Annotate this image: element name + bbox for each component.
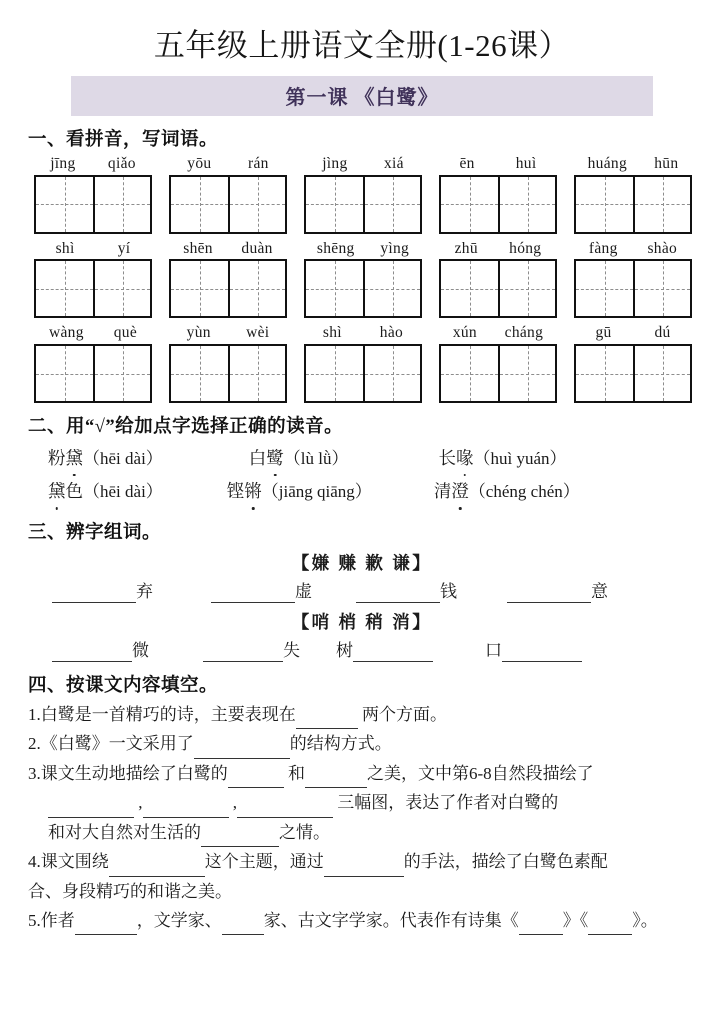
question-text: 的结构方式。: [289, 734, 392, 754]
tianzige-writing-box[interactable]: [34, 259, 152, 318]
pinyin-syllable: yùn: [186, 324, 211, 342]
pinyin-word-group: [169, 324, 287, 403]
tianzige-writing-box[interactable]: [574, 344, 692, 403]
given-character: 弃: [136, 581, 153, 601]
pinyin-grid-row: [26, 240, 698, 319]
word-blank-item[interactable]: [211, 577, 312, 603]
tianzige-cell[interactable]: [228, 346, 285, 401]
question-line: [28, 701, 698, 730]
lesson-banner: 第一课 《白鹭》: [71, 76, 653, 116]
answer-blank[interactable]: [353, 641, 433, 662]
character-set-label: 【哨 梢 稍 消】: [291, 611, 433, 632]
tianzige-cell[interactable]: [441, 346, 498, 401]
pinyin-syllable: zhū: [454, 239, 478, 257]
fill-in-question: [26, 907, 698, 936]
tianzige-cell[interactable]: [576, 177, 633, 232]
character-set-label: 【嫌 赚 歉 谦】: [291, 552, 433, 573]
tianzige-writing-box[interactable]: [169, 259, 287, 318]
pinyin-word-group: [34, 240, 152, 319]
pinyin-syllable: gū: [595, 324, 612, 342]
tianzige-writing-box[interactable]: [439, 175, 557, 234]
pinyin-word-group: [574, 240, 692, 319]
pinyin-syllable: jìng: [322, 154, 348, 172]
given-character: 口: [485, 640, 502, 660]
pinyin-word-group: [169, 240, 287, 319]
pinyin-syllable: huáng: [587, 154, 627, 172]
pinyin-syllable: shì: [55, 239, 75, 257]
word-text: 白: [248, 448, 267, 469]
answer-blank[interactable]: [48, 789, 134, 818]
tianzige-cell[interactable]: [633, 177, 690, 232]
pinyin-syllable: shì: [322, 324, 342, 342]
question-line: [28, 789, 698, 818]
pinyin-word-group: [439, 324, 557, 403]
pinyin-syllable: qiǎo: [107, 154, 136, 172]
dotted-character: 澄: [451, 475, 469, 508]
answer-blank[interactable]: [203, 641, 283, 662]
tianzige-cell[interactable]: [36, 346, 93, 401]
pinyin-syllable: ēn: [459, 154, 475, 172]
tianzige-writing-box[interactable]: [304, 259, 422, 318]
question-text: 合、身段精巧的和谐之美。: [28, 881, 232, 901]
question-text: 之美，文中第6-8自然段描绘了: [367, 763, 594, 783]
pinyin-label: [34, 155, 152, 175]
pinyin-label: [34, 324, 152, 344]
tianzige-cell[interactable]: [363, 177, 420, 232]
fill-in-question: [26, 848, 698, 905]
pronunciation-options[interactable]: （chéng chén）: [468, 482, 580, 502]
pinyin-word-group: [574, 324, 692, 403]
question-line: [28, 819, 698, 848]
pinyin-word-group: [304, 155, 422, 234]
pinyin-syllable: yí: [117, 239, 131, 257]
answer-blank[interactable]: [305, 760, 367, 789]
character-groups-container: [26, 550, 698, 662]
tianzige-cell[interactable]: [171, 177, 228, 232]
pinyin-label: [34, 240, 152, 260]
tianzige-writing-box[interactable]: [34, 175, 152, 234]
answer-blank[interactable]: [222, 907, 264, 936]
tianzige-cell[interactable]: [93, 346, 150, 401]
tianzige-cell[interactable]: [576, 346, 633, 401]
section-3-heading: 三、辨字组词。: [28, 522, 162, 543]
word-text: 粉: [48, 448, 66, 469]
question-text: ，文学家、: [136, 910, 222, 930]
question-text: ,: [228, 793, 237, 813]
question-text: 1.白鹭是一首精巧的诗，主要表现在: [28, 704, 296, 724]
question-line: [28, 878, 698, 906]
pinyin-label: [169, 155, 287, 175]
section-2-heading: 二、用“√”给加点字选择正确的读音。: [28, 417, 344, 438]
tianzige-writing-box[interactable]: [439, 344, 557, 403]
fill-in-question: [26, 760, 698, 848]
word-blank-item[interactable]: [52, 636, 149, 662]
pinyin-word-group: [574, 155, 692, 234]
given-character: 微: [132, 640, 149, 660]
dotted-character: 喙: [456, 442, 474, 475]
tianzige-cell[interactable]: [441, 177, 498, 232]
question-text: 和对大自然对生活的: [48, 822, 201, 842]
pinyin-word-group: [439, 240, 557, 319]
pinyin-syllable: huì: [515, 154, 537, 172]
pinyin-word-group: [439, 155, 557, 234]
given-character: 意: [591, 581, 608, 601]
tianzige-writing-box[interactable]: [169, 344, 287, 403]
question-text: 3.课文生动地描绘了白鹭的: [28, 763, 228, 783]
pinyin-syllable: cháng: [504, 324, 544, 342]
pronunciation-choice-container: [26, 442, 698, 509]
question-text: 两个方面。: [357, 704, 447, 724]
pinyin-syllable: shào: [647, 239, 678, 257]
pinyin-syllable: yōu: [187, 154, 212, 172]
word-blank-item[interactable]: [507, 577, 608, 603]
tianzige-cell[interactable]: [171, 261, 228, 316]
answer-blank[interactable]: [75, 907, 137, 936]
answer-blank[interactable]: [201, 819, 279, 848]
pronunciation-item[interactable]: [48, 475, 163, 508]
pinyin-syllable: shēng: [316, 239, 355, 257]
answer-blank[interactable]: [194, 730, 290, 759]
word-text: 色: [65, 481, 83, 502]
pinyin-syllable: què: [113, 324, 138, 342]
question-text: 的手法，描绘了白鹭色素配: [403, 852, 608, 872]
question-text: 2.《白鹭》一文采用了: [28, 734, 194, 754]
tianzige-writing-box[interactable]: [304, 344, 422, 403]
pinyin-label: [439, 155, 557, 175]
pinyin-grid-row: [26, 155, 698, 234]
tianzige-cell[interactable]: [171, 346, 228, 401]
answer-blank[interactable]: [296, 701, 358, 730]
question-text: 和: [283, 763, 305, 783]
dotted-character: 黛: [66, 442, 84, 475]
pinyin-label: [304, 240, 422, 260]
pronunciation-row: [26, 475, 698, 508]
page-title: 五年级上册语文全册(1-26课）: [153, 28, 571, 63]
pronunciation-options[interactable]: （jiāng qiāng）: [261, 482, 372, 502]
pinyin-label: [169, 240, 287, 260]
tianzige-writing-box[interactable]: [169, 175, 287, 234]
fill-in-question: [26, 701, 698, 730]
tianzige-writing-box[interactable]: [34, 344, 152, 403]
word-text: 清: [433, 481, 452, 502]
answer-blank[interactable]: [588, 907, 632, 936]
pronunciation-row: [26, 442, 698, 475]
given-character: 虚: [295, 581, 312, 601]
tianzige-cell[interactable]: [36, 177, 93, 232]
tianzige-cell[interactable]: [498, 177, 555, 232]
pinyin-syllable: hào: [379, 324, 404, 342]
pinyin-syllable: hóng: [509, 239, 542, 257]
given-character: 失: [283, 640, 300, 660]
answer-blank[interactable]: [237, 789, 333, 818]
pinyin-syllable: yìng: [380, 239, 410, 257]
pronunciation-item[interactable]: [434, 475, 580, 508]
tianzige-cell[interactable]: [93, 177, 150, 232]
dotted-character: 鹭: [266, 442, 284, 475]
tianzige-cell[interactable]: [576, 261, 633, 316]
tianzige-cell[interactable]: [36, 261, 93, 316]
answer-blank[interactable]: [228, 760, 284, 789]
pinyin-grid-row: [26, 324, 698, 403]
word-text: 铿: [226, 481, 245, 502]
pinyin-word-group: [304, 240, 422, 319]
answer-blank[interactable]: [356, 582, 440, 603]
pinyin-word-group: [169, 155, 287, 234]
question-text: 》《: [562, 910, 589, 930]
pinyin-syllable: hūn: [654, 154, 679, 172]
answer-blank[interactable]: [519, 907, 563, 936]
pinyin-syllable: jīng: [50, 154, 76, 172]
pinyin-label: [574, 240, 692, 260]
word-blank-item[interactable]: [203, 636, 300, 662]
word-blank-row: [26, 577, 698, 603]
word-blank-row: [26, 636, 698, 662]
pinyin-label: [304, 324, 422, 344]
word-blank-item[interactable]: [336, 636, 433, 662]
tianzige-cell[interactable]: [498, 261, 555, 316]
answer-blank[interactable]: [502, 641, 582, 662]
pronunciation-options[interactable]: （huì yuán）: [473, 449, 567, 469]
fill-in-questions-container: [26, 701, 698, 935]
question-line: [28, 907, 698, 936]
pinyin-syllable: dú: [654, 324, 671, 342]
answer-blank[interactable]: [109, 848, 205, 877]
tianzige-cell[interactable]: [441, 261, 498, 316]
pinyin-label: [439, 240, 557, 260]
dotted-character: 黛: [48, 475, 66, 508]
pinyin-syllable: fàng: [588, 239, 618, 257]
pinyin-label: [169, 324, 287, 344]
question-text: 之情。: [279, 822, 330, 842]
pinyin-label: [574, 155, 692, 175]
pinyin-syllable: duàn: [241, 239, 273, 257]
tianzige-cell[interactable]: [633, 261, 690, 316]
given-character: 钱: [440, 581, 457, 601]
pronunciation-options[interactable]: （hēi dài）: [83, 449, 163, 469]
tianzige-cell[interactable]: [306, 177, 363, 232]
answer-blank[interactable]: [507, 582, 591, 603]
word-blank-item[interactable]: [485, 636, 582, 662]
word-blank-item[interactable]: [52, 577, 153, 603]
question-line: [28, 848, 698, 877]
tianzige-cell[interactable]: [228, 177, 285, 232]
question-text: ,: [134, 793, 143, 813]
pinyin-word-group: [304, 324, 422, 403]
tianzige-cell[interactable]: [228, 261, 285, 316]
answer-blank[interactable]: [52, 582, 136, 603]
tianzige-cell[interactable]: [498, 346, 555, 401]
tianzige-writing-box[interactable]: [304, 175, 422, 234]
pinyin-word-group: [34, 155, 152, 234]
pinyin-label: [439, 324, 557, 344]
answer-blank[interactable]: [211, 582, 295, 603]
question-text: 4.课文围绕: [28, 852, 109, 872]
pronunciation-options[interactable]: （lù lǜ）: [283, 449, 349, 469]
pinyin-syllable: rán: [248, 154, 269, 172]
question-text: 》。: [632, 910, 658, 930]
tianzige-cell[interactable]: [93, 261, 150, 316]
pinyin-syllable: xiá: [383, 154, 404, 172]
pinyin-label: [304, 155, 422, 175]
pronunciation-item[interactable]: [439, 442, 567, 475]
tianzige-cell[interactable]: [363, 261, 420, 316]
pinyin-grid-container: [26, 155, 698, 403]
given-character: 树: [336, 640, 353, 660]
dotted-character: 锵: [244, 475, 262, 508]
question-text: 三幅图，表达了作者对白鹭的: [333, 793, 559, 813]
question-text: 家、古文字学家。代表作有诗集《: [263, 910, 519, 930]
pinyin-syllable: xún: [452, 324, 477, 342]
pinyin-word-group: [34, 324, 152, 403]
tianzige-writing-box[interactable]: [439, 259, 557, 318]
answer-blank[interactable]: [324, 848, 404, 877]
pinyin-syllable: wèi: [246, 324, 270, 342]
word-blank-item[interactable]: [356, 577, 457, 603]
word-text: 长: [438, 448, 456, 469]
tianzige-writing-box[interactable]: [574, 175, 692, 234]
tianzige-cell[interactable]: [633, 346, 690, 401]
question-line: [28, 730, 698, 759]
question-line: [28, 760, 698, 789]
question-text: 5.作者: [28, 910, 75, 930]
pinyin-syllable: shēn: [183, 239, 213, 257]
pronunciation-item[interactable]: [249, 442, 349, 475]
tianzige-cell[interactable]: [306, 261, 363, 316]
pronunciation-item[interactable]: [227, 475, 372, 508]
pinyin-syllable: wàng: [48, 324, 84, 342]
answer-blank[interactable]: [52, 641, 132, 662]
tianzige-cell[interactable]: [363, 346, 420, 401]
tianzige-cell[interactable]: [306, 346, 363, 401]
pronunciation-options[interactable]: （hēi dài）: [83, 482, 163, 502]
pinyin-label: [574, 324, 692, 344]
question-text: 这个主题，通过: [204, 852, 324, 872]
answer-blank[interactable]: [143, 789, 229, 818]
section-1-heading: 一、看拼音，写词语。: [28, 129, 219, 150]
fill-in-question: [26, 730, 698, 759]
tianzige-writing-box[interactable]: [574, 259, 692, 318]
section-4-heading: 四、按课文内容填空。: [28, 675, 219, 696]
pronunciation-item[interactable]: [48, 442, 163, 475]
